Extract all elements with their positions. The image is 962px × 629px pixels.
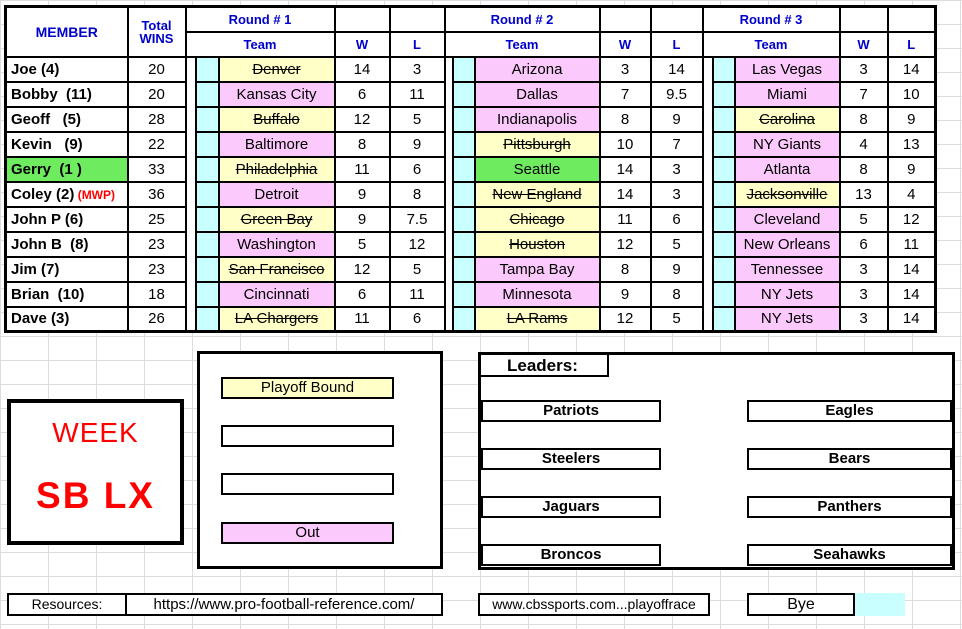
total-header-line1: Total — [141, 17, 172, 33]
round3-losses-header: L — [888, 32, 936, 57]
round1-losses-cell[interactable]: 11 — [390, 82, 445, 107]
legend-empty-box-2 — [221, 473, 394, 495]
week-box — [7, 399, 184, 545]
member-label: Gerry (1 ) — [11, 160, 82, 178]
round1-wins-cell[interactable]: 5 — [335, 232, 390, 257]
round2-wins-cell[interactable]: 7 — [600, 82, 651, 107]
round3-status-cell[interactable] — [713, 257, 735, 282]
member-cell[interactable] — [6, 207, 128, 232]
round3-wins-cell[interactable]: 4 — [840, 132, 888, 157]
picks-table — [4, 5, 937, 333]
week-label: WEEK — [52, 417, 139, 448]
round1-team-cell[interactable] — [219, 82, 335, 107]
team-label: Las Vegas — [751, 60, 823, 78]
member-cell[interactable] — [6, 282, 128, 307]
spacer-cell — [703, 207, 713, 232]
picks-table-wrapper — [4, 5, 937, 333]
out-box: Out — [221, 522, 394, 544]
round1-team-cell[interactable] — [219, 157, 335, 182]
team-label: Kansas City — [236, 85, 317, 103]
round1-losses-cell[interactable]: 9 — [390, 132, 445, 157]
bye-color-swatch — [855, 593, 905, 616]
round1-team-cell[interactable] — [219, 182, 335, 207]
round3-losses-cell[interactable]: 9 — [888, 107, 936, 132]
round3-l-header-spacer — [888, 7, 936, 32]
round1-losses-cell[interactable]: 5 — [390, 257, 445, 282]
table-row — [6, 257, 936, 282]
round3-wins-cell[interactable]: 8 — [840, 157, 888, 182]
round2-losses-cell[interactable]: 6 — [651, 207, 703, 232]
total-wins-cell[interactable]: 20 — [128, 82, 186, 107]
round3-losses-cell[interactable]: 13 — [888, 132, 936, 157]
round2-team-cell[interactable] — [475, 157, 600, 182]
round3-header: Round # 3 — [703, 7, 840, 32]
round2-l-header-spacer — [651, 7, 703, 32]
round3-losses-cell[interactable]: 4 — [888, 182, 936, 207]
legend-empty-box-1 — [221, 425, 394, 447]
round3-team-cell[interactable] — [735, 232, 840, 257]
round1-status-cell[interactable] — [196, 257, 219, 282]
round1-wins-cell[interactable]: 12 — [335, 107, 390, 132]
round2-wins-cell[interactable]: 8 — [600, 257, 651, 282]
spacer-cell — [703, 82, 713, 107]
round2-team-cell[interactable] — [475, 132, 600, 157]
round2-status-cell[interactable] — [453, 57, 475, 82]
table-row — [6, 157, 936, 182]
member-label: Brian (10) — [11, 285, 85, 303]
round1-wins-cell[interactable]: 8 — [335, 132, 390, 157]
round3-team-cell[interactable] — [735, 57, 840, 82]
round2-wins-cell[interactable]: 14 — [600, 157, 651, 182]
round2-status-cell[interactable] — [453, 207, 475, 232]
round3-wins-cell[interactable]: 3 — [840, 282, 888, 307]
round2-wins-cell[interactable]: 14 — [600, 182, 651, 207]
spacer-cell — [186, 257, 196, 282]
round3-status-cell[interactable] — [713, 307, 735, 332]
round3-status-cell[interactable] — [713, 232, 735, 257]
round2-team-cell[interactable] — [475, 57, 600, 82]
round1-status-cell[interactable] — [196, 182, 219, 207]
round2-wins-cell[interactable]: 3 — [600, 57, 651, 82]
member-label: Bobby (11) — [11, 85, 92, 103]
resources-url-pro-football-reference[interactable]: https://www.pro-football-reference.com/ — [125, 593, 443, 616]
spacer-cell — [445, 207, 453, 232]
round2-losses-cell[interactable]: 7 — [651, 132, 703, 157]
round2-losses-cell[interactable]: 14 — [651, 57, 703, 82]
round3-status-cell[interactable] — [713, 132, 735, 157]
round2-wins-header: W — [600, 32, 651, 57]
member-cell[interactable] — [6, 82, 128, 107]
spacer-cell — [445, 157, 453, 182]
round1-losses-cell[interactable]: 11 — [390, 282, 445, 307]
spacer-cell — [186, 307, 196, 332]
round3-losses-cell[interactable]: 9 — [888, 157, 936, 182]
total-wins-cell[interactable]: 20 — [128, 57, 186, 82]
round2-status-cell[interactable] — [453, 182, 475, 207]
team-label: Cincinnati — [243, 285, 310, 303]
team-label: NY Jets — [760, 310, 814, 328]
round2-status-cell[interactable] — [453, 307, 475, 332]
spacer-cell — [703, 157, 713, 182]
leader-box-eagles: Eagles — [747, 400, 952, 422]
round3-team-cell[interactable] — [735, 132, 840, 157]
team-label: Tennessee — [750, 260, 824, 278]
member-label: Geoff (5) — [11, 110, 81, 128]
round2-status-cell[interactable] — [453, 107, 475, 132]
member-cell[interactable] — [6, 107, 128, 132]
round1-status-cell[interactable] — [196, 157, 219, 182]
team-label: Dallas — [516, 85, 558, 103]
spacer-cell — [445, 132, 453, 157]
round1-status-cell[interactable] — [196, 282, 219, 307]
team-label: Jacksonville — [746, 185, 828, 203]
round3-wins-cell[interactable]: 3 — [840, 57, 888, 82]
spacer-cell — [445, 57, 453, 82]
member-cell[interactable] — [6, 257, 128, 282]
round1-wins-cell[interactable]: 11 — [335, 307, 390, 332]
round3-team-cell[interactable] — [735, 157, 840, 182]
total-wins-cell[interactable]: 23 — [128, 232, 186, 257]
spacer-cell — [186, 57, 196, 82]
spacer-cell — [445, 257, 453, 282]
resources-url-cbssports[interactable]: www.cbssports.com...playoffrace — [478, 593, 710, 616]
round3-status-cell[interactable] — [713, 57, 735, 82]
round2-wins-cell[interactable]: 8 — [600, 107, 651, 132]
round3-losses-cell[interactable]: 14 — [888, 257, 936, 282]
round3-status-cell[interactable] — [713, 107, 735, 132]
team-label: Green Bay — [240, 210, 313, 228]
round3-status-cell[interactable] — [713, 182, 735, 207]
round1-l-header-spacer — [390, 7, 445, 32]
round1-team-cell[interactable] — [219, 282, 335, 307]
total-wins-cell[interactable]: 22 — [128, 132, 186, 157]
resources-label: Resources: — [7, 593, 127, 616]
round3-team-cell[interactable] — [735, 107, 840, 132]
spacer-cell — [186, 282, 196, 307]
team-label: Buffalo — [253, 110, 300, 128]
spacer-cell — [186, 182, 196, 207]
team-label: Carolina — [759, 110, 815, 128]
round1-wins-cell[interactable]: 6 — [335, 82, 390, 107]
spacer-cell — [186, 82, 196, 107]
team-label: Philadelphia — [235, 160, 318, 178]
round3-losses-cell[interactable]: 14 — [888, 282, 936, 307]
total-wins-cell[interactable]: 28 — [128, 107, 186, 132]
round2-team-cell[interactable] — [475, 257, 600, 282]
member-cell[interactable] — [6, 132, 128, 157]
round3-wins-cell[interactable]: 8 — [840, 107, 888, 132]
spacer-cell — [186, 107, 196, 132]
round3-wins-cell[interactable]: 6 — [840, 232, 888, 257]
round2-team-cell[interactable] — [475, 182, 600, 207]
round2-losses-cell[interactable]: 3 — [651, 182, 703, 207]
table-row — [6, 57, 936, 82]
round2-wins-cell[interactable]: 9 — [600, 282, 651, 307]
round2-status-cell[interactable] — [453, 257, 475, 282]
table-row — [6, 107, 936, 132]
leaders-title: Leaders: — [481, 355, 609, 377]
round2-status-cell[interactable] — [453, 132, 475, 157]
team-label: Denver — [252, 60, 301, 78]
leaders-right-column — [747, 400, 952, 592]
round2-team-cell[interactable] — [475, 207, 600, 232]
round3-wins-header: W — [840, 32, 888, 57]
round2-w-header-spacer — [600, 7, 651, 32]
team-label: NY Giants — [752, 135, 822, 153]
round2-team-header: Team — [445, 32, 600, 57]
leader-box-patriots: Patriots — [481, 400, 661, 422]
table-row — [6, 82, 936, 107]
round3-team-cell[interactable] — [735, 307, 840, 332]
leaders-left-column — [481, 400, 661, 592]
round1-wins-cell[interactable]: 12 — [335, 257, 390, 282]
round2-wins-cell[interactable]: 12 — [600, 307, 651, 332]
team-label: San Francisco — [228, 260, 325, 278]
round1-status-cell[interactable] — [196, 57, 219, 82]
spacer-cell — [703, 107, 713, 132]
round2-status-cell[interactable] — [453, 157, 475, 182]
team-label: NY Jets — [760, 285, 814, 303]
spacer-cell — [703, 307, 713, 332]
round3-status-cell[interactable] — [713, 157, 735, 182]
total-wins-cell[interactable]: 18 — [128, 282, 186, 307]
round1-losses-cell[interactable]: 12 — [390, 232, 445, 257]
round2-wins-cell[interactable]: 10 — [600, 132, 651, 157]
round3-w-header-spacer — [840, 7, 888, 32]
team-label: Baltimore — [244, 135, 309, 153]
round3-losses-cell[interactable]: 11 — [888, 232, 936, 257]
round1-status-cell[interactable] — [196, 232, 219, 257]
member-cell[interactable] — [6, 307, 128, 332]
round2-team-cell[interactable] — [475, 282, 600, 307]
team-label: LA Chargers — [234, 310, 319, 328]
round2-team-cell[interactable] — [475, 307, 600, 332]
total-wins-cell[interactable]: 25 — [128, 207, 186, 232]
spacer-cell — [445, 182, 453, 207]
team-label: Pittsburgh — [503, 135, 571, 153]
total-wins-cell[interactable]: 26 — [128, 307, 186, 332]
round2-team-cell[interactable] — [475, 82, 600, 107]
leader-box-panthers: Panthers — [747, 496, 952, 518]
leader-box-jaguars: Jaguars — [481, 496, 661, 518]
round2-losses-cell[interactable]: 3 — [651, 157, 703, 182]
round3-team-cell[interactable] — [735, 182, 840, 207]
team-label: Seattle — [513, 160, 561, 178]
spacer-cell — [186, 207, 196, 232]
member-cell[interactable] — [6, 57, 128, 82]
round1-w-header-spacer — [335, 7, 390, 32]
leader-box-steelers: Steelers — [481, 448, 661, 470]
round1-losses-cell[interactable]: 6 — [390, 307, 445, 332]
round1-status-cell[interactable] — [196, 207, 219, 232]
member-label: Dave (3) — [11, 310, 70, 328]
member-header: MEMBER — [6, 7, 128, 57]
table-row — [6, 282, 936, 307]
member-label: Jim (7) — [11, 260, 60, 278]
round1-wins-cell[interactable]: 9 — [335, 182, 390, 207]
total-wins-cell[interactable]: 33 — [128, 157, 186, 182]
round1-wins-cell[interactable]: 11 — [335, 157, 390, 182]
team-label: Washington — [237, 235, 316, 253]
round3-status-cell[interactable] — [713, 282, 735, 307]
round2-team-cell[interactable] — [475, 232, 600, 257]
round1-team-cell[interactable] — [219, 57, 335, 82]
header-row-1 — [6, 7, 936, 32]
round3-wins-cell[interactable]: 13 — [840, 182, 888, 207]
round2-losses-header: L — [651, 32, 703, 57]
round3-wins-cell[interactable]: 5 — [840, 207, 888, 232]
team-label: Cleveland — [753, 210, 821, 228]
round3-team-cell[interactable] — [735, 257, 840, 282]
round1-team-cell[interactable] — [219, 307, 335, 332]
team-label: Indianapolis — [496, 110, 578, 128]
total-header-line2: WINS — [139, 30, 174, 46]
round3-status-cell[interactable] — [713, 82, 735, 107]
round3-losses-cell[interactable]: 14 — [888, 307, 936, 332]
team-label: Houston — [509, 235, 565, 253]
round2-wins-cell[interactable]: 11 — [600, 207, 651, 232]
round3-team-cell[interactable] — [735, 82, 840, 107]
round3-losses-cell[interactable]: 12 — [888, 207, 936, 232]
total-wins-cell[interactable]: 23 — [128, 257, 186, 282]
member-label: John B (8) — [11, 235, 89, 253]
member-label: Coley (2) — [11, 185, 75, 203]
team-label: LA Rams — [506, 310, 568, 328]
member-cell[interactable] — [6, 157, 128, 182]
round1-team-cell[interactable] — [219, 257, 335, 282]
team-label: Arizona — [511, 60, 563, 78]
table-row — [6, 307, 936, 332]
leader-box-seahawks: Seahawks — [747, 544, 952, 566]
leaders-box — [478, 352, 955, 570]
round3-wins-cell[interactable]: 7 — [840, 82, 888, 107]
spacer-cell — [445, 282, 453, 307]
spacer-cell — [186, 157, 196, 182]
spacer-cell — [445, 107, 453, 132]
team-label: New England — [492, 185, 582, 203]
round2-losses-cell[interactable]: 5 — [651, 232, 703, 257]
member-label: Joe (4) — [11, 60, 60, 78]
round1-losses-cell[interactable]: 7.5 — [390, 207, 445, 232]
week-value: SB LX — [36, 475, 155, 516]
total-wins-cell[interactable]: 36 — [128, 182, 186, 207]
round1-team-cell[interactable] — [219, 232, 335, 257]
table-row — [6, 132, 936, 157]
round1-header: Round # 1 — [186, 7, 335, 32]
round1-status-cell[interactable] — [196, 132, 219, 157]
round3-losses-cell[interactable]: 10 — [888, 82, 936, 107]
round1-wins-cell[interactable]: 6 — [335, 282, 390, 307]
legend-box — [197, 351, 443, 569]
team-label: Atlanta — [763, 160, 811, 178]
round2-wins-cell[interactable]: 12 — [600, 232, 651, 257]
round2-status-cell[interactable] — [453, 82, 475, 107]
round1-wins-header: W — [335, 32, 390, 57]
round2-losses-cell[interactable]: 9 — [651, 257, 703, 282]
round1-wins-cell[interactable]: 14 — [335, 57, 390, 82]
round3-team-cell[interactable] — [735, 282, 840, 307]
round1-losses-header: L — [390, 32, 445, 57]
member-label: John P (6) — [11, 210, 84, 228]
round1-losses-cell[interactable]: 3 — [390, 57, 445, 82]
member-label: Kevin (9) — [11, 135, 83, 153]
round1-team-header: Team — [186, 32, 335, 57]
spacer-cell — [703, 257, 713, 282]
spacer-cell — [186, 232, 196, 257]
team-label: Detroit — [254, 185, 299, 203]
picks-table-body — [6, 57, 936, 332]
spacer-cell — [445, 82, 453, 107]
round2-losses-cell[interactable]: 8 — [651, 282, 703, 307]
spacer-cell — [445, 232, 453, 257]
round3-team-header: Team — [703, 32, 840, 57]
round1-status-cell[interactable] — [196, 107, 219, 132]
round2-losses-cell[interactable]: 9 — [651, 107, 703, 132]
team-label: Tampa Bay — [499, 260, 575, 278]
spacer-cell — [703, 182, 713, 207]
playoff-bound-box: Playoff Bound — [221, 377, 394, 399]
round3-status-cell[interactable] — [713, 207, 735, 232]
round1-losses-cell[interactable]: 6 — [390, 157, 445, 182]
mwp-tag: (MWP) — [74, 187, 116, 202]
bye-label: Bye — [747, 593, 855, 616]
table-row — [6, 207, 936, 232]
round2-status-cell[interactable] — [453, 282, 475, 307]
spacer-cell — [703, 282, 713, 307]
leader-box-bears: Bears — [747, 448, 952, 470]
table-row — [6, 232, 936, 257]
round1-status-cell[interactable] — [196, 307, 219, 332]
team-label: New Orleans — [743, 235, 831, 253]
round1-team-cell[interactable] — [219, 207, 335, 232]
spacer-cell — [703, 132, 713, 157]
team-label: Minnesota — [502, 285, 572, 303]
round1-team-cell[interactable] — [219, 132, 335, 157]
round2-losses-cell[interactable]: 9.5 — [651, 82, 703, 107]
round1-wins-cell[interactable]: 9 — [335, 207, 390, 232]
team-label: Chicago — [509, 210, 565, 228]
spacer-cell — [703, 57, 713, 82]
spacer-cell — [703, 232, 713, 257]
team-label: Miami — [767, 85, 807, 103]
round1-team-cell[interactable] — [219, 107, 335, 132]
round2-team-cell[interactable] — [475, 107, 600, 132]
round3-wins-cell[interactable]: 3 — [840, 307, 888, 332]
spacer-cell — [186, 132, 196, 157]
round2-status-cell[interactable] — [453, 232, 475, 257]
table-row — [6, 182, 936, 207]
leader-box-broncos: Broncos — [481, 544, 661, 566]
round2-header: Round # 2 — [445, 7, 600, 32]
member-cell[interactable] — [6, 232, 128, 257]
total-wins-header — [128, 7, 186, 57]
round2-losses-cell[interactable]: 5 — [651, 307, 703, 332]
spacer-cell — [445, 307, 453, 332]
round3-wins-cell[interactable]: 3 — [840, 257, 888, 282]
member-cell[interactable] — [6, 182, 128, 207]
round3-team-cell[interactable] — [735, 207, 840, 232]
round3-losses-cell[interactable]: 14 — [888, 57, 936, 82]
round1-status-cell[interactable] — [196, 82, 219, 107]
round1-losses-cell[interactable]: 8 — [390, 182, 445, 207]
round1-losses-cell[interactable]: 5 — [390, 107, 445, 132]
